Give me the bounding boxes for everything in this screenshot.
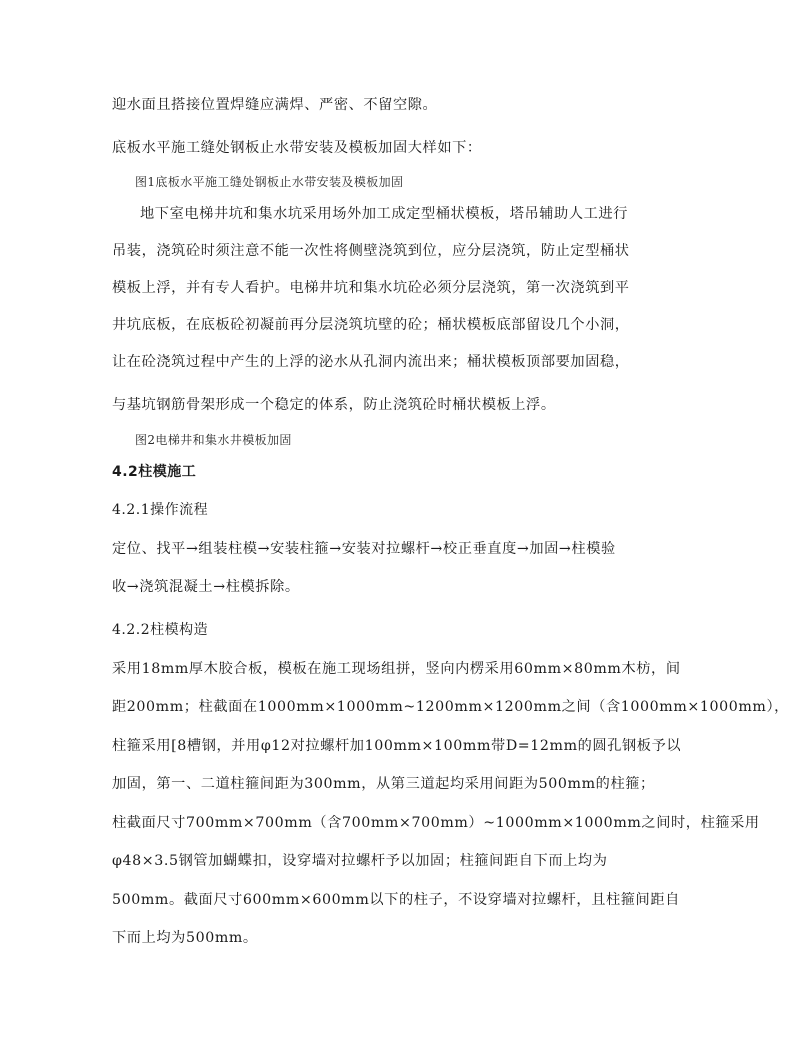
paragraph-line: 距200mm；柱截面在1000mm×1000mm~1200mm×1200mm之间（含1000mm×1000mm）， [112,699,789,715]
paragraph-line: 模板上浮，并有专人看护。电梯井坑和集水坑砼必须分层浇筑，第一次浇筑到平 [112,280,630,296]
figure-caption: 图1底板水平施工缝处钢板止水带安装及模板加固 [135,175,404,189]
paragraph-line: 迎水面且搭接位置焊缝应满焊、严密、不留空隙。 [112,97,438,113]
paragraph-line: 吊装，浇筑砼时须注意不能一次性将侧壁浇筑到位，应分层浇筑，防止定型桶状 [112,243,630,259]
paragraph-line: 地下室电梯井坑和集水坑采用场外加工成定型桶状模板，塔吊辅助人工进行 [140,206,628,222]
paragraph-line: 柱箍采用[8槽钢，并用φ12对拉螺杆加100mm×100mm带D=12mm的圆孔钢板予以 [112,738,682,754]
paragraph-line: 与基坑钢筋骨架形成一个稳定的体系，防止浇筑砼时桶状模板上浮。 [112,397,556,413]
subsection-heading: 4.2.2柱模构造 [112,622,209,638]
section-heading: 4.2柱模施工 [112,464,197,480]
paragraph-line: 加固，第一、二道柱箍间距为300mm，从第三道起均采用间距为500mm的柱箍； [112,776,655,792]
subsection-heading: 4.2.1操作流程 [112,502,209,518]
paragraph-line: 底板水平施工缝处钢板止水带安装及模板加固大样如下： [112,140,482,156]
figure-caption: 图2电梯井和集水井模板加固 [135,433,292,447]
paragraph-line: 让在砼浇筑过程中产生的上浮的泌水从孔洞内流出来；桶状模板顶部要加固稳， [112,354,630,370]
paragraph-line: 下而上均为500mm。 [112,930,258,946]
paragraph-line: 500mm。截面尺寸600mm×600mm以下的柱子，不设穿墙对拉螺杆，且柱箍间距自 [112,892,680,908]
paragraph-line: 井坑底板，在底板砼初凝前再分层浇筑坑壁的砼；桶状模板底部留设几个小洞， [112,317,630,333]
paragraph-line: 柱截面尺寸700mm×700mm（含700mm×700mm）~1000mm×1000mm之间时，柱箍采用 [112,815,760,831]
paragraph-line: φ48×3.5钢管加蝴蝶扣，设穿墙对拉螺杆予以加固；柱箍间距自下而上均为 [112,853,608,869]
paragraph-line: 采用18mm厚木胶合板，模板在施工现场组拼，竖向内楞采用60mm×80mm木枋，间 [112,661,681,677]
paragraph-line: 定位、找平→组装柱模→安装柱箍→安装对拉螺杆→校正垂直度→加固→柱模验 [112,541,616,557]
paragraph-line: 收→浇筑混凝土→柱模拆除。 [112,579,300,595]
